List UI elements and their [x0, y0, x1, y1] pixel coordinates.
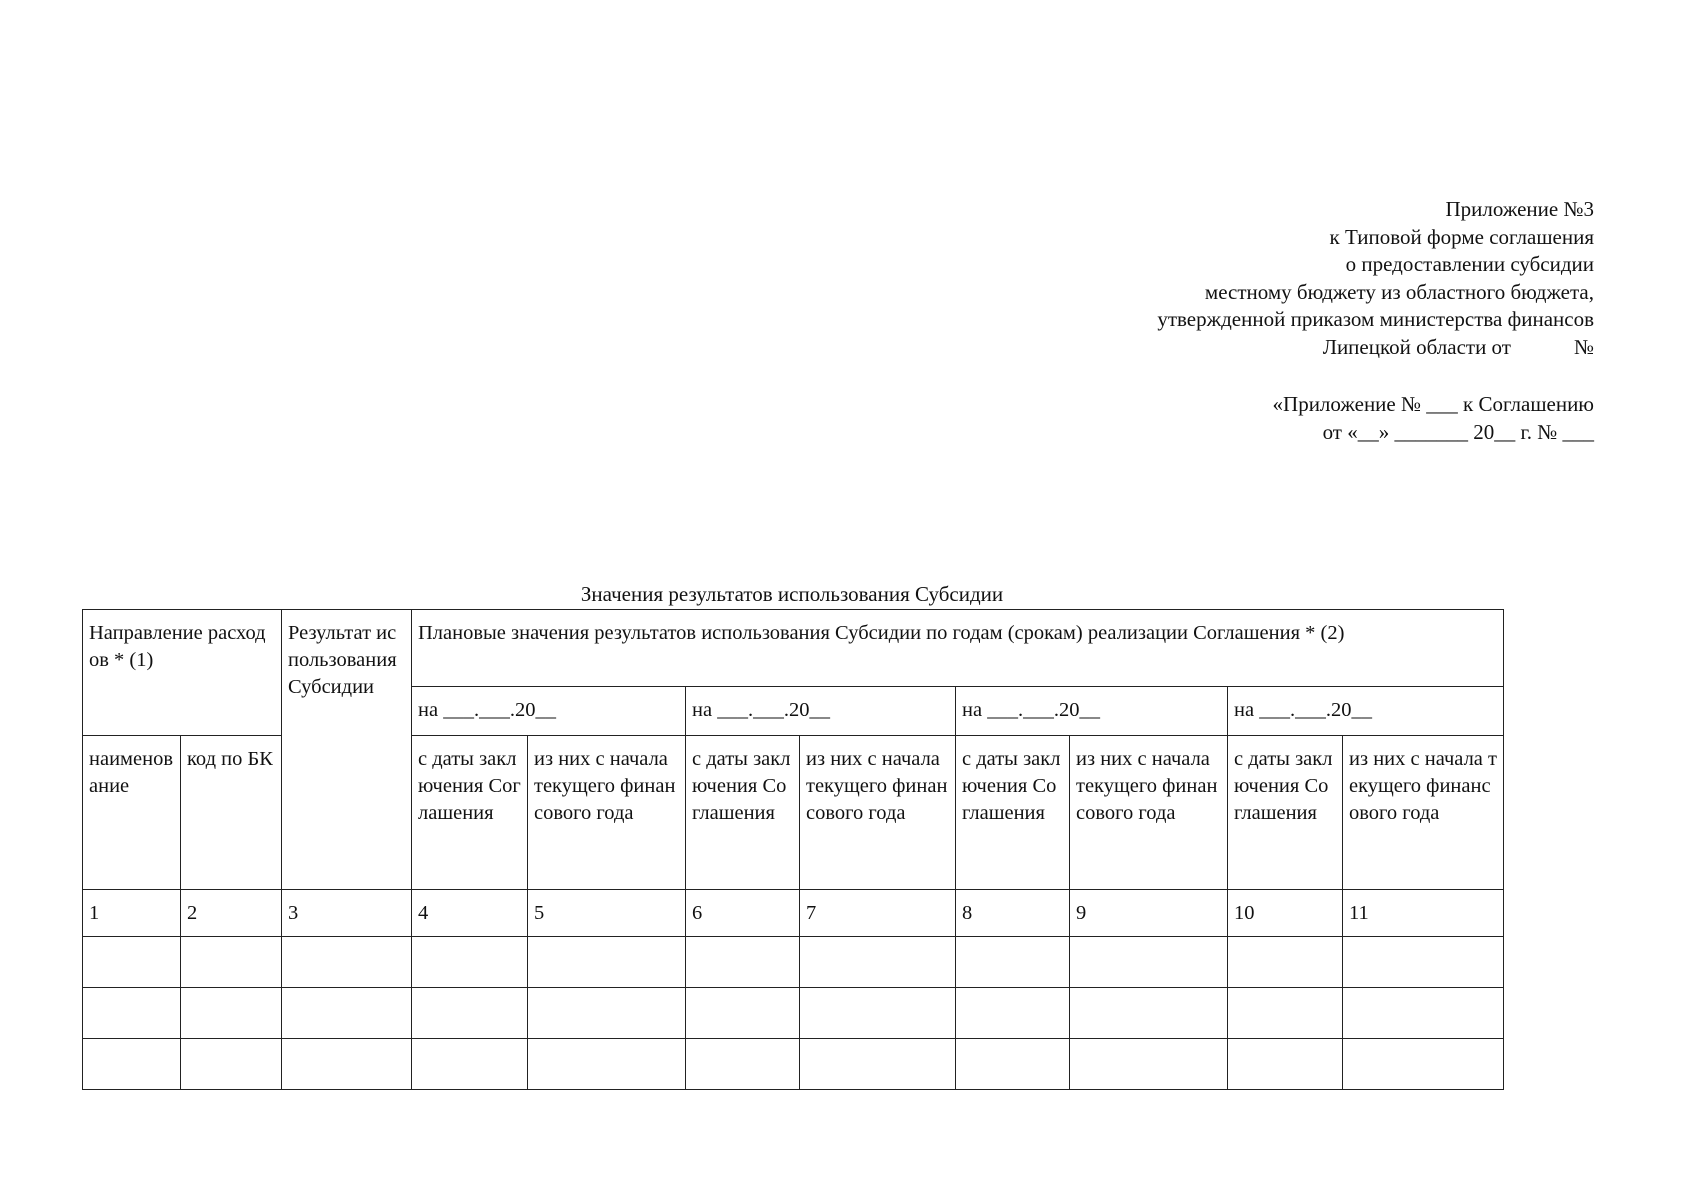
- table-cell: [83, 1039, 181, 1090]
- table-cell: [83, 988, 181, 1039]
- column-number: 1: [83, 890, 181, 937]
- table-cell: [181, 937, 282, 988]
- period-header: на ___.___.20__: [412, 687, 686, 736]
- table-cell: [1070, 988, 1228, 1039]
- from-date-header: с даты заключения Соглашения: [956, 736, 1070, 890]
- table-title: Значения результатов использования Субсидии: [580, 582, 1004, 606]
- period-header: на ___.___.20__: [956, 687, 1228, 736]
- table-cell: [800, 937, 956, 988]
- table-cell: [282, 988, 412, 1039]
- results-table: [82, 609, 1504, 1090]
- from-year-header: из них с начала текущего финансового года: [1070, 736, 1228, 890]
- agreement-line: «Приложение № ___ к Соглашению: [1272, 392, 1594, 416]
- table-cell: [686, 1039, 800, 1090]
- column-number: 5: [528, 890, 686, 937]
- table-cell: [181, 1039, 282, 1090]
- table-cell: [1228, 1039, 1343, 1090]
- table-cell: [800, 988, 956, 1039]
- table-cell: [1343, 988, 1504, 1039]
- table-cell: [686, 988, 800, 1039]
- result-header: Результат использования Субсидии: [282, 610, 412, 890]
- from-year-header: из них с начала текущего финансового года: [1343, 736, 1504, 890]
- planned-values-header: Плановые значения результатов использования Субсидии по годам (срокам) реализации Соглашения * (2): [412, 610, 1504, 687]
- column-number: 4: [412, 890, 528, 937]
- table-cell: [956, 937, 1070, 988]
- table-cell: [412, 937, 528, 988]
- column-number: 7: [800, 890, 956, 937]
- table-cell: [181, 988, 282, 1039]
- name-header: наименование: [83, 736, 181, 890]
- direction-header: Направление расходов * (1): [83, 610, 282, 736]
- period-header: на ___.___.20__: [686, 687, 956, 736]
- bk-code-header: код по БК: [181, 736, 282, 890]
- table-cell: [412, 1039, 528, 1090]
- table-cell: [956, 988, 1070, 1039]
- header-line: местному бюджету из областного бюджета,: [1204, 279, 1594, 304]
- agreement-line: от «__» _______ 20__ г. № ___: [1322, 420, 1594, 444]
- table-cell: [956, 1039, 1070, 1090]
- table-cell: [1070, 1039, 1228, 1090]
- table-row: [83, 1039, 1504, 1090]
- column-number: 10: [1228, 890, 1343, 937]
- table-cell: [800, 1039, 956, 1090]
- from-year-header: из них с начала текущего финансового года: [800, 736, 956, 890]
- column-number: 6: [686, 890, 800, 937]
- table-cell: [1228, 937, 1343, 988]
- header-line: Приложение №3: [1445, 197, 1594, 221]
- header-line: о предоставлении субсидии: [1345, 252, 1594, 276]
- appendix-header: [1157, 196, 1594, 361]
- table-cell: [686, 937, 800, 988]
- header-line: к Типовой форме соглашения: [1329, 224, 1594, 249]
- from-date-header: с даты заключения Соглашения: [1228, 736, 1343, 890]
- table-cell: [1343, 937, 1504, 988]
- column-number: 11: [1343, 890, 1504, 937]
- period-header: на ___.___.20__: [1228, 687, 1504, 736]
- table-row: [83, 937, 1504, 988]
- table-cell: [412, 988, 528, 1039]
- column-number: 2: [181, 890, 282, 937]
- table-row: [83, 988, 1504, 1039]
- column-number: 9: [1070, 890, 1228, 937]
- table-cell: [1228, 988, 1343, 1039]
- from-date-header: с даты заключения Соглашения: [686, 736, 800, 890]
- header-row: [83, 610, 1504, 687]
- agreement-reference: [1273, 390, 1594, 446]
- table-cell: [1070, 937, 1228, 988]
- table-cell: [528, 937, 686, 988]
- table-cell: [528, 988, 686, 1039]
- table-cell: [282, 1039, 412, 1090]
- table-cell: [528, 1039, 686, 1090]
- column-number: 8: [956, 890, 1070, 937]
- table-cell: [1343, 1039, 1504, 1090]
- table-cell: [282, 937, 412, 988]
- from-year-header: из них с начала текущего финансового года: [528, 736, 686, 890]
- column-number: 3: [282, 890, 412, 937]
- from-date-header: с даты заключения Соглашения: [412, 736, 528, 890]
- table-cell: [83, 937, 181, 988]
- header-line: Липецкой области от №: [1322, 334, 1594, 359]
- header-line: утвержденной приказом министерства финансов: [1157, 307, 1594, 331]
- column-number-row: [83, 890, 1504, 937]
